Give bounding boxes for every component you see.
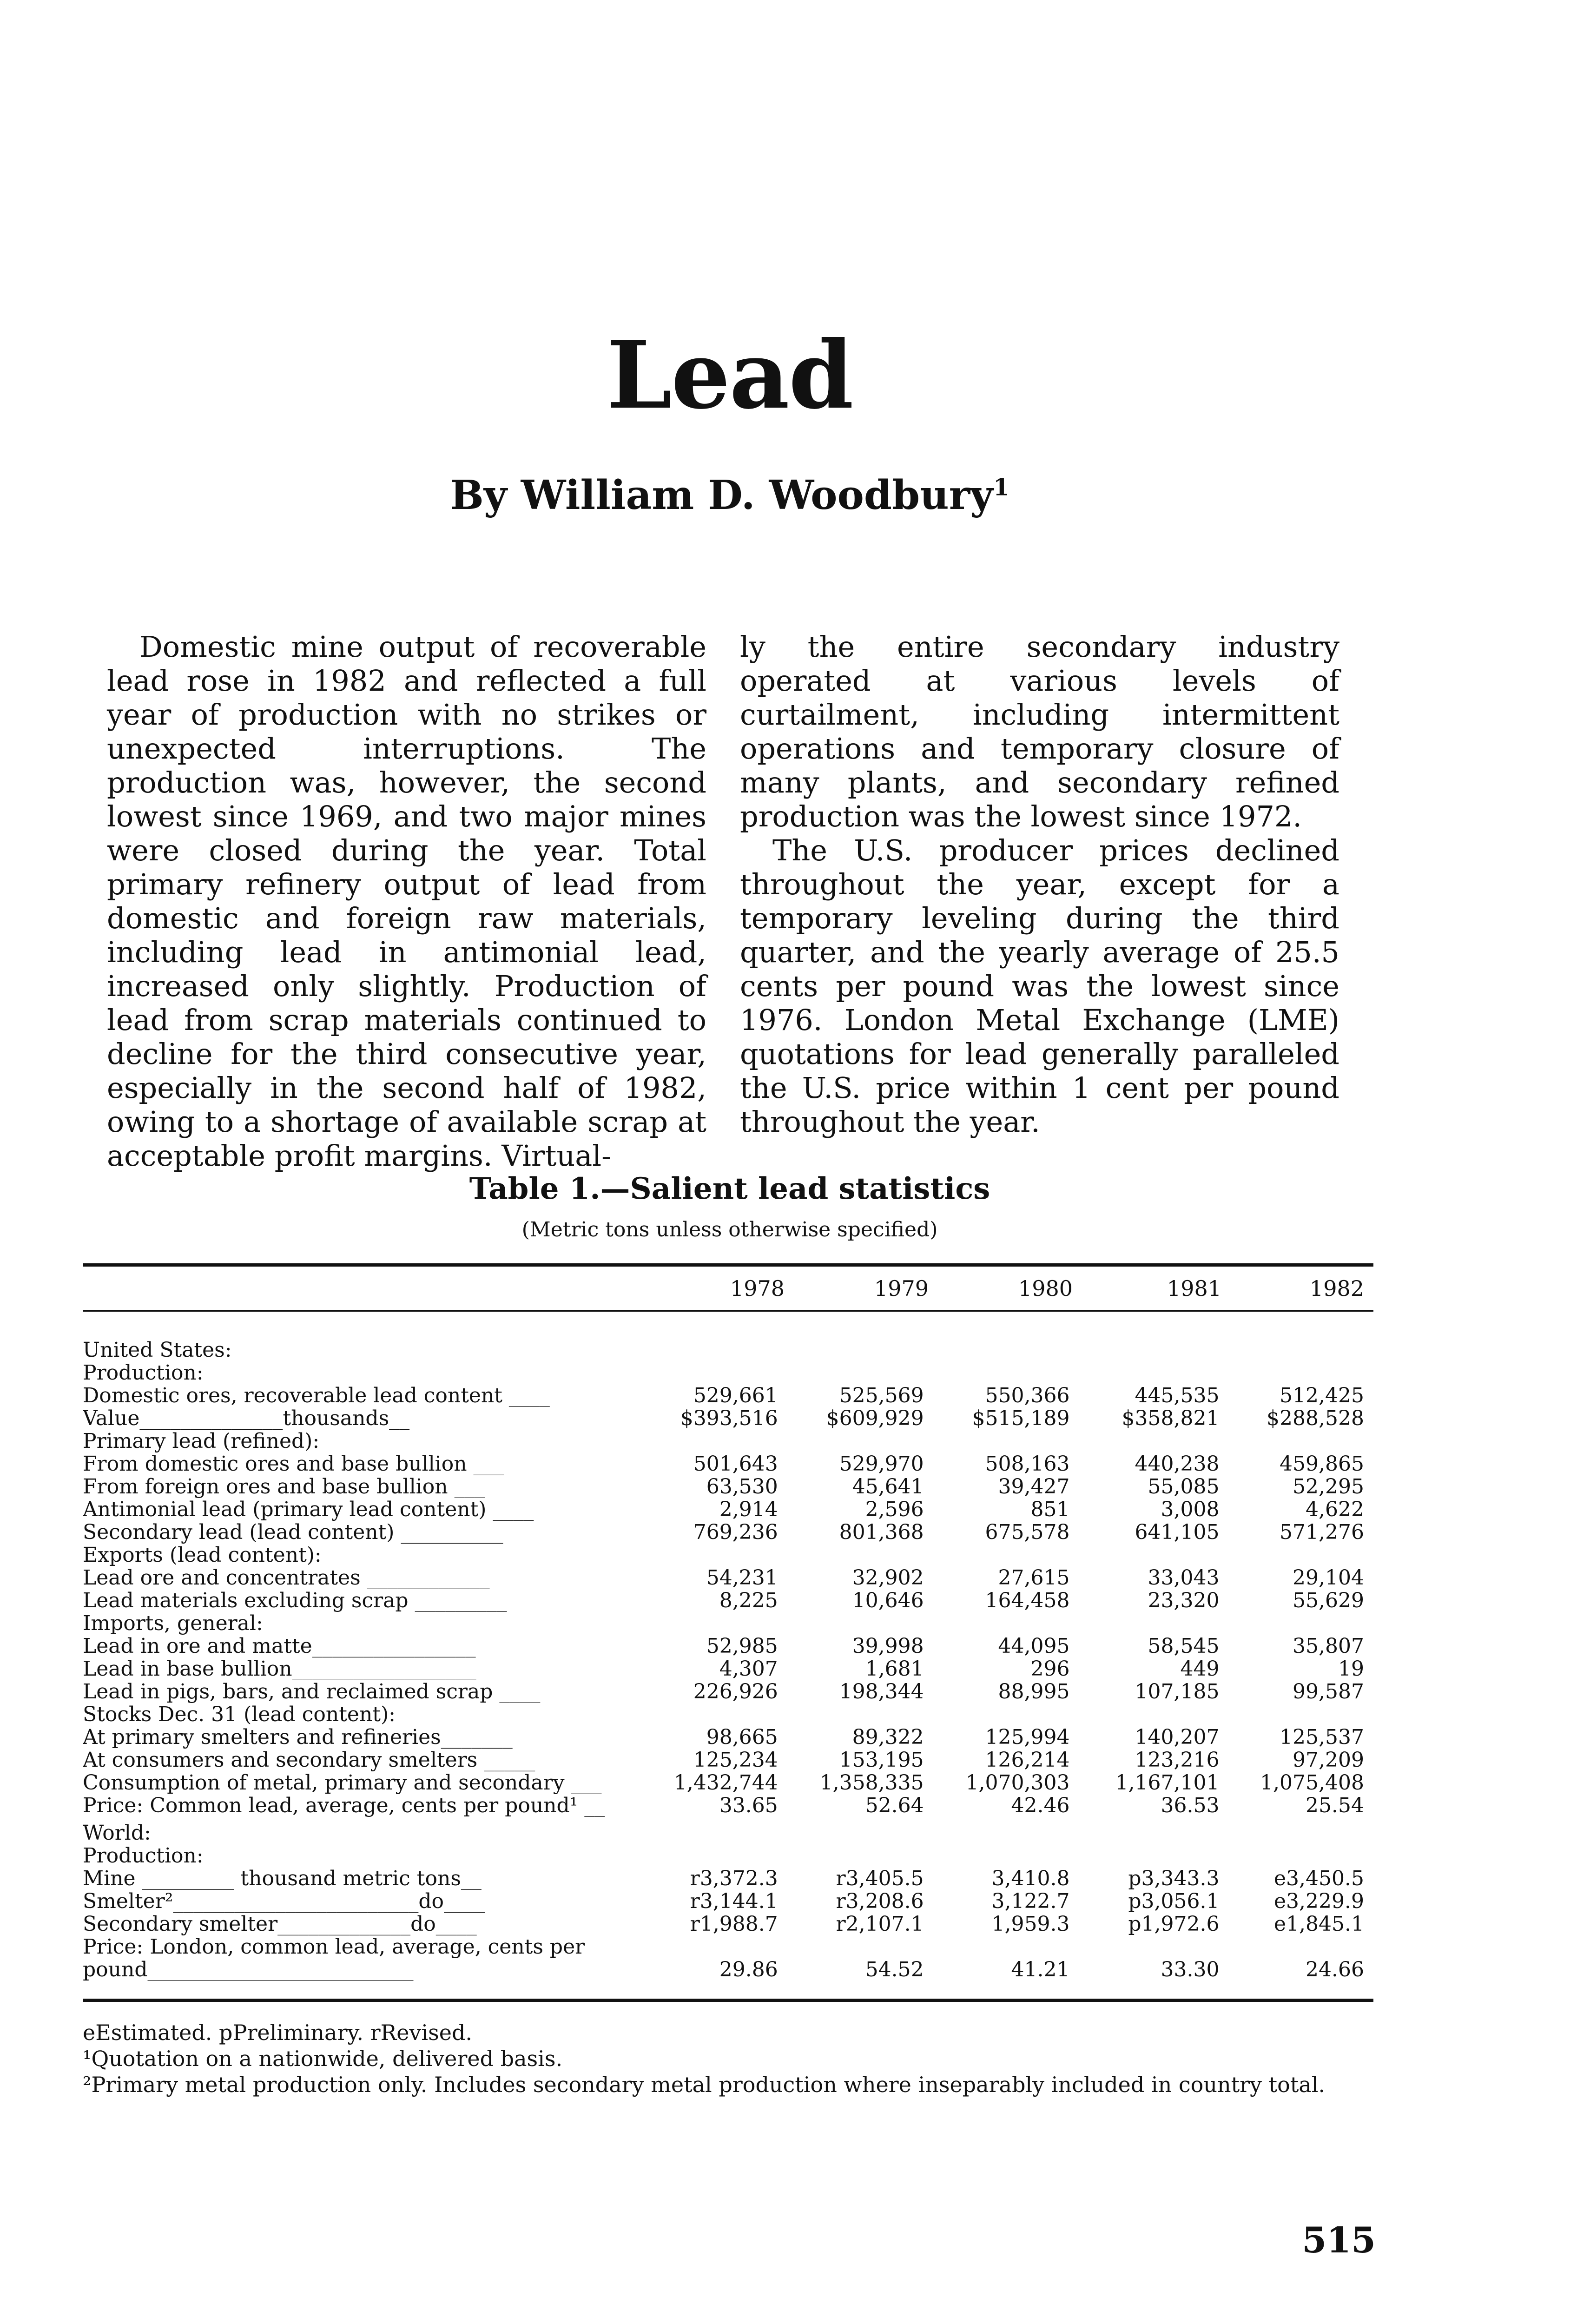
row-label: Price: London, common lead, average, cents per [83, 1935, 585, 1958]
table-row [83, 1657, 1373, 1680]
table-cell: 123,216 [1135, 1748, 1220, 1772]
table-cell: 41.21 [1011, 1958, 1070, 1981]
header-year: 1982 [1309, 1276, 1364, 1301]
table-cell: 39,427 [998, 1475, 1070, 1499]
row-label: United States: [83, 1339, 232, 1361]
paragraph-prices: The U.S. producer prices declined throughout the year, except for a temporary leveling during the third quarter, and the yearly average of 25.5 cents per pound was the lowest since 1976. London Metal Exchange (LME) quotations for lead generally paralleled the U.S. price within 1 cent per pound throughout the year. [740, 833, 1339, 1139]
header-year: 1979 [874, 1276, 929, 1301]
table-cell [933, 1817, 1079, 1844]
paragraph-continued: ly the entire secondary industry operated at various levels of curtailment, including intermittent operations and temporary closure of many plants, and secondary refined production was the lowest since 1972. [740, 630, 1339, 833]
table-cell: 33.30 [1161, 1958, 1220, 1981]
table-cell [787, 1703, 933, 1726]
table-cell: 19 [1338, 1657, 1364, 1681]
table-cell: 55,085 [1148, 1475, 1220, 1499]
table-cell: 29.86 [719, 1958, 778, 1981]
footnote-1: ¹Quotation on a nationwide, delivered basis. [83, 2046, 563, 2071]
table-row [83, 1339, 1373, 1361]
table-row [83, 1749, 1373, 1771]
table-cell: 23,320 [1148, 1589, 1220, 1612]
row-label: Lead in base bullion__________________ [83, 1657, 476, 1680]
table-row [83, 1935, 1373, 1958]
table-cell: 54.52 [865, 1958, 924, 1981]
table-cell: 296 [1030, 1657, 1070, 1681]
table-row [83, 1452, 1373, 1475]
table-row [83, 1817, 1373, 1844]
table-row [83, 1407, 1373, 1430]
header-year: 1978 [730, 1276, 785, 1301]
table-cell [1229, 1935, 1374, 1958]
table-cell: 126,214 [985, 1748, 1070, 1772]
table-cell: 851 [1030, 1498, 1070, 1521]
table-cell: p1,972.6 [1128, 1912, 1220, 1936]
table-row [83, 1958, 1373, 1981]
table-row [83, 1680, 1373, 1703]
footnotes [83, 2020, 1384, 2098]
table-cell: 525,569 [839, 1384, 924, 1407]
header-year: 1980 [1018, 1276, 1073, 1301]
table-cell: 8,225 [719, 1589, 778, 1612]
table-cell: 44,095 [998, 1634, 1070, 1658]
table-cell [787, 1612, 933, 1635]
row-label: Consumption of metal, primary and secondary ___ [83, 1771, 602, 1794]
table-cell: 4,622 [1306, 1498, 1364, 1521]
table-cell [1229, 1430, 1374, 1452]
table-cell: 98,665 [706, 1725, 778, 1749]
table-cell [787, 1430, 933, 1452]
table-row [83, 1384, 1373, 1407]
table-row [83, 1726, 1373, 1749]
table-cell: 27,615 [998, 1566, 1070, 1590]
table-cell: r3,405.5 [836, 1867, 924, 1890]
table-row [83, 1521, 1373, 1544]
table-cell: p3,343.3 [1128, 1867, 1220, 1890]
table-cell: 140,207 [1135, 1725, 1220, 1749]
table-cell: 4,307 [719, 1657, 778, 1681]
table-cell [933, 1339, 1079, 1361]
table-cell [933, 1935, 1079, 1958]
row-label: Mine _________ thousand metric tons__ [83, 1867, 482, 1890]
table-cell: 1,075,408 [1260, 1771, 1364, 1795]
table-cell [787, 1817, 933, 1844]
table-cell: 125,537 [1280, 1725, 1364, 1749]
text-column-right [740, 630, 1339, 1139]
table-cell: 1,432,744 [673, 1771, 778, 1795]
row-label: World: [83, 1821, 151, 1844]
row-label: From foreign ores and base bullion ___ [83, 1475, 485, 1498]
row-label: Production: [83, 1361, 204, 1384]
row-label: Secondary lead (lead content) __________ [83, 1521, 503, 1544]
byline-footnote-marker: 1 [993, 473, 1009, 501]
table-cell [638, 1817, 787, 1844]
row-label: At consumers and secondary smelters _____ [83, 1749, 535, 1771]
table-cell [787, 1361, 933, 1384]
table-cell [933, 1612, 1079, 1635]
table-cell [638, 1935, 787, 1958]
table-cell: 36.53 [1161, 1794, 1220, 1817]
table-cell [1079, 1544, 1229, 1566]
table-cell: e3,450.5 [1274, 1867, 1364, 1890]
table-cell [1229, 1544, 1374, 1566]
table-cell [638, 1844, 787, 1867]
table-cell: 42.46 [1011, 1794, 1070, 1817]
table-cell [1079, 1361, 1229, 1384]
table-cell: 440,238 [1135, 1452, 1220, 1476]
table-cell: 3,008 [1161, 1498, 1220, 1521]
table-cell: 801,368 [839, 1520, 924, 1544]
table-cell: 769,236 [693, 1520, 778, 1544]
table-row [83, 1703, 1373, 1726]
table-cell [933, 1703, 1079, 1726]
table-top-rule [83, 1263, 1373, 1267]
table-row [83, 1475, 1373, 1498]
table-cell: 3,122.7 [991, 1889, 1070, 1913]
table-cell [638, 1361, 787, 1384]
table-cell: 35,807 [1293, 1634, 1364, 1658]
table-cell: 512,425 [1280, 1384, 1364, 1407]
row-label: Lead in pigs, bars, and reclaimed scrap ____ [83, 1680, 541, 1703]
table-cell: 153,195 [839, 1748, 924, 1772]
table-cell: $288,528 [1267, 1406, 1364, 1430]
table-cell [1079, 1817, 1229, 1844]
table-cell: 45,641 [852, 1475, 924, 1499]
row-label: Value______________thousands__ [83, 1407, 410, 1430]
table-cell [1229, 1844, 1374, 1867]
byline [0, 472, 1459, 519]
table-cell: 24.66 [1306, 1958, 1364, 1981]
table-row [83, 1890, 1373, 1913]
table-cell [1229, 1703, 1374, 1726]
table-cell: $358,821 [1122, 1406, 1220, 1430]
row-label: From domestic ores and base bullion ___ [83, 1452, 504, 1475]
table-row [83, 1867, 1373, 1890]
footnote-2: ²Primary metal production only. Includes secondary metal production where inseparably included in country total. [83, 2072, 1326, 2097]
table-cell: 1,959.3 [991, 1912, 1070, 1936]
table-cell: r3,372.3 [690, 1867, 778, 1890]
table-cell: $609,929 [826, 1406, 924, 1430]
table-cell [638, 1703, 787, 1726]
table-cell [1079, 1430, 1229, 1452]
row-label: pound__________________________ [83, 1958, 414, 1981]
author-name: By William D. Woodbury [450, 472, 993, 519]
row-label: Primary lead (refined): [83, 1430, 320, 1452]
table-cell: 63,530 [706, 1475, 778, 1499]
table-cell [1079, 1844, 1229, 1867]
table-row [83, 1544, 1373, 1566]
table-cell [933, 1430, 1079, 1452]
table-cell: r2,107.1 [836, 1912, 924, 1936]
table-cell [787, 1544, 933, 1566]
table-cell: 52,295 [1293, 1475, 1364, 1499]
table-cell [638, 1544, 787, 1566]
table-cell [638, 1339, 787, 1361]
table-cell [1079, 1703, 1229, 1726]
table-cell [1229, 1817, 1374, 1844]
table-cell [1079, 1935, 1229, 1958]
page-number: 515 [1302, 2219, 1376, 2261]
table-cell: p3,056.1 [1128, 1889, 1220, 1913]
table-row [83, 1589, 1373, 1612]
row-label: Production: [83, 1844, 204, 1867]
table-cell: $515,189 [972, 1406, 1070, 1430]
table-cell: 501,643 [693, 1452, 778, 1476]
table-row [83, 1771, 1373, 1794]
row-label: Price: Common lead, average, cents per pound¹ __ [83, 1794, 605, 1817]
table-cell: 1,167,101 [1115, 1771, 1220, 1795]
table-cell [1079, 1339, 1229, 1361]
table-cell: 58,545 [1148, 1634, 1220, 1658]
table-cell: 52,985 [706, 1634, 778, 1658]
salient-statistics-table [83, 1339, 1373, 1981]
table-cell: e3,229.9 [1274, 1889, 1364, 1913]
row-label: Stocks Dec. 31 (lead content): [83, 1703, 396, 1726]
table-cell [787, 1339, 933, 1361]
table-cell: 54,231 [706, 1566, 778, 1590]
table-cell [638, 1430, 787, 1452]
row-label: Domestic ores, recoverable lead content ____ [83, 1384, 550, 1407]
page-title: Lead [607, 321, 853, 430]
table-row [83, 1913, 1373, 1935]
table-cell: 33,043 [1148, 1566, 1220, 1590]
table-row [83, 1794, 1373, 1817]
table-cell: 226,926 [693, 1680, 778, 1703]
table-cell [1229, 1339, 1374, 1361]
table-cell [1079, 1612, 1229, 1635]
table-cell: 529,970 [839, 1452, 924, 1476]
row-label: Lead in ore and matte________________ [83, 1635, 476, 1657]
row-label: Lead ore and concentrates ____________ [83, 1566, 490, 1589]
table-cell: 52.64 [865, 1794, 924, 1817]
table-cell: 445,535 [1135, 1384, 1220, 1407]
table-cell: r3,208.6 [836, 1889, 924, 1913]
footnote-symbols: eEstimated. pPreliminary. rRevised. [83, 2020, 473, 2045]
table-cell [787, 1935, 933, 1958]
table-cell: 164,458 [985, 1589, 1070, 1612]
table-cell: 39,998 [852, 1634, 924, 1658]
table-cell: r3,144.1 [690, 1889, 778, 1913]
table-bottom-rule [83, 1999, 1373, 2002]
table-row [83, 1430, 1373, 1452]
row-label: Lead materials excluding scrap _________ [83, 1589, 507, 1612]
table-cell: 641,105 [1135, 1520, 1220, 1544]
table-cell [638, 1612, 787, 1635]
table-row [83, 1566, 1373, 1589]
table-cell: 89,322 [852, 1725, 924, 1749]
table-cell: 29,104 [1293, 1566, 1364, 1590]
table-cell: e1,845.1 [1274, 1912, 1364, 1936]
table-cell: 2,596 [865, 1498, 924, 1521]
table-cell: 571,276 [1280, 1520, 1364, 1544]
table-cell [933, 1844, 1079, 1867]
table-cell: 32,902 [852, 1566, 924, 1590]
table-cell: 2,914 [719, 1498, 778, 1521]
table-cell [787, 1844, 933, 1867]
table-cell: 99,587 [1293, 1680, 1364, 1703]
table-cell [1229, 1612, 1374, 1635]
table-cell [933, 1361, 1079, 1384]
table-cell: 3,410.8 [991, 1867, 1070, 1890]
table-cell: 10,646 [852, 1589, 924, 1612]
table-cell: 529,661 [693, 1384, 778, 1407]
table-cell: 550,366 [985, 1384, 1070, 1407]
table-cell: 97,209 [1293, 1748, 1364, 1772]
table-cell: 1,070,303 [965, 1771, 1070, 1795]
table-cell: 88,995 [998, 1680, 1070, 1703]
text-column-left [107, 630, 706, 1173]
table-cell [933, 1544, 1079, 1566]
row-label: Imports, general: [83, 1612, 263, 1635]
row-label: Secondary smelter_____________do____ [83, 1913, 477, 1935]
table-cell: 198,344 [839, 1680, 924, 1703]
table-row [83, 1612, 1373, 1635]
table-row [83, 1844, 1373, 1867]
row-label: Smelter²________________________do____ [83, 1890, 485, 1913]
table-cell: 459,865 [1280, 1452, 1364, 1476]
table-cell: 125,234 [693, 1748, 778, 1772]
table-cell: 107,185 [1135, 1680, 1220, 1703]
row-label: Antimonial lead (primary lead content) ____ [83, 1498, 534, 1521]
table-cell: 508,163 [985, 1452, 1070, 1476]
table-row [83, 1498, 1373, 1521]
table-row [83, 1635, 1373, 1657]
row-label: Exports (lead content): [83, 1544, 322, 1566]
header-year: 1981 [1167, 1276, 1221, 1301]
table-cell: 55,629 [1293, 1589, 1364, 1612]
paragraph-intro: Domestic mine output of recoverable lead rose in 1982 and reflected a full year of production with no strikes or unexpected interruptions. The production was, however, the second lowest since 1969, and two major mines were closed during the year. Total primary refinery output of lead from domestic and foreign raw materials, including lead in antimonial lead, increased only slightly. Production of lead from scrap materials continued to decline for the third consecutive year, especially in the second half of 1982, owing to a shortage of available scrap at acceptable profit margins. Virtual- [107, 630, 706, 1173]
table-cell: $393,516 [680, 1406, 778, 1430]
table-cell: r1,988.7 [690, 1912, 778, 1936]
table-cell: 1,681 [865, 1657, 924, 1681]
header-spacer [83, 1276, 645, 1301]
table-header-rule [83, 1310, 1373, 1312]
table-subtitle: (Metric tons unless otherwise specified) [521, 1218, 938, 1241]
table-cell: 33.65 [719, 1794, 778, 1817]
row-label: At primary smelters and refineries_______ [83, 1726, 513, 1749]
table-cell: 25.54 [1306, 1794, 1364, 1817]
table-cell: 1,358,335 [819, 1771, 924, 1795]
table-row [83, 1361, 1373, 1384]
table-header-row [83, 1276, 1373, 1301]
table-cell: 449 [1180, 1657, 1220, 1681]
table-cell: 675,578 [985, 1520, 1070, 1544]
table-title: Table 1.—Salient lead statistics [469, 1171, 990, 1206]
table-cell [1229, 1361, 1374, 1384]
table-cell: 125,994 [985, 1725, 1070, 1749]
